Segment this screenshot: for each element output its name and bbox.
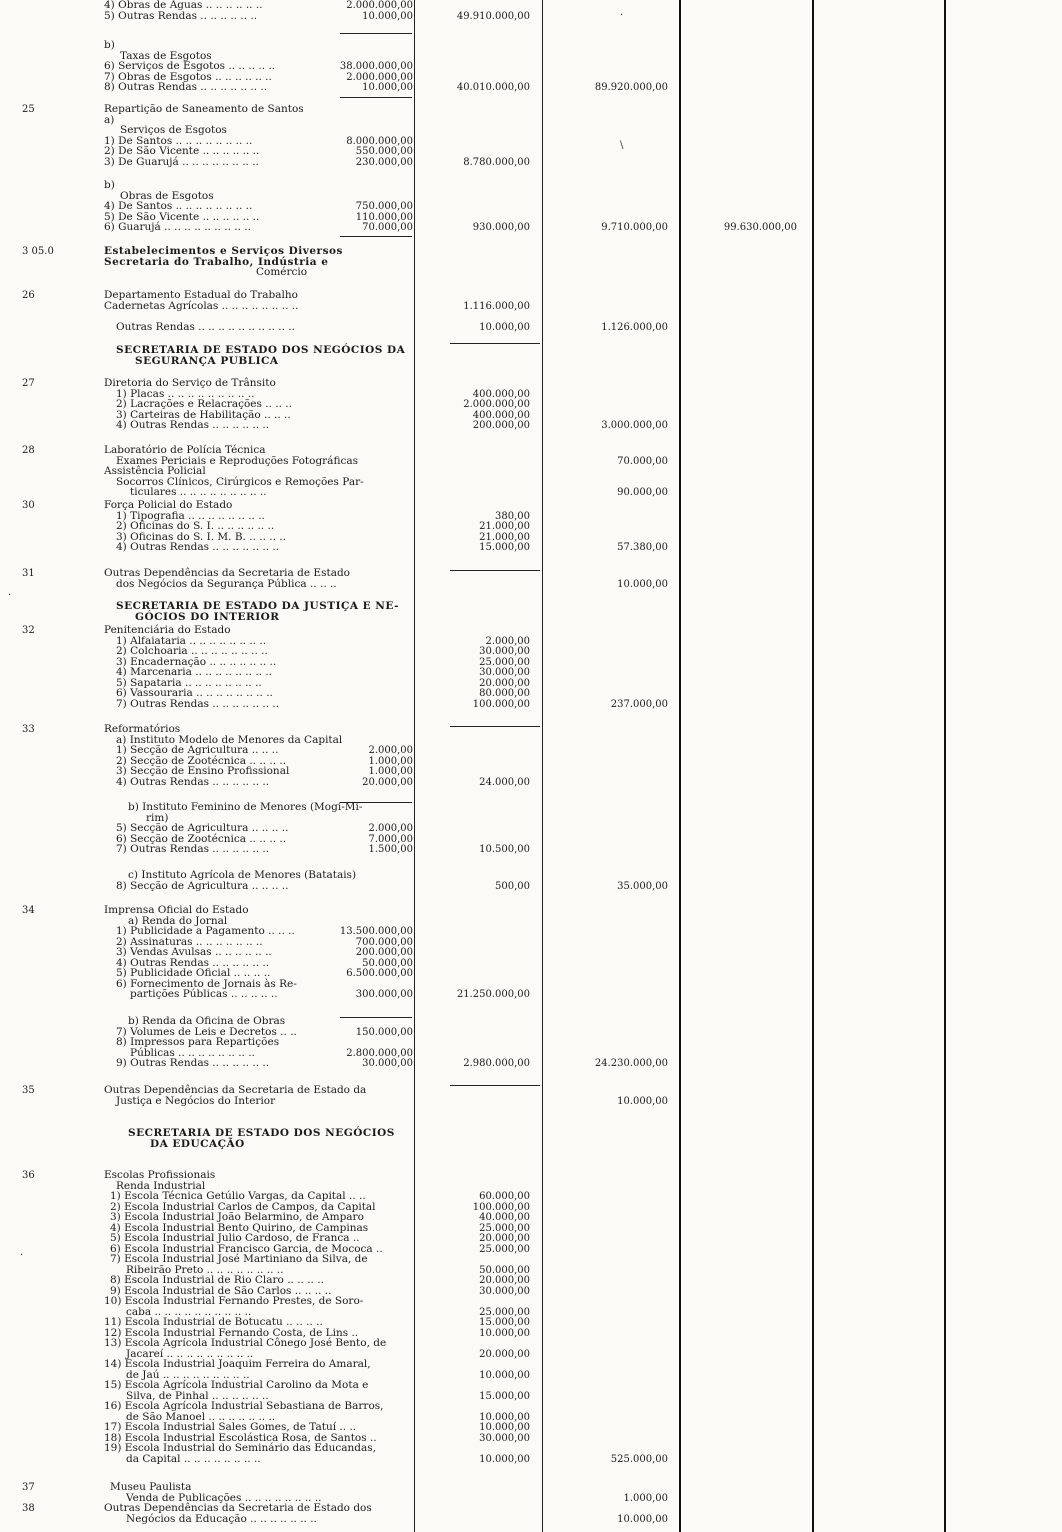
item-label: 5) Outras Rendas .. .. .. .. .. ..: [104, 9, 258, 22]
item-label: 8) Outras Rendas .. .. .. .. .. .. ..: [104, 81, 268, 93]
section-total: 70.000,00: [617, 455, 668, 467]
item-label: 5) De São Vicente .. .. .. .. .. ..: [104, 210, 260, 223]
item-code: 36: [22, 1170, 35, 1181]
item-label: Força Policial do Estado: [104, 499, 233, 511]
item-code: 25: [22, 104, 35, 115]
scan-mark: ·: [620, 10, 624, 21]
sub-value: 110.000,00: [355, 211, 413, 223]
item-code: 35: [22, 1085, 35, 1096]
sub-value: 10.000,00: [362, 82, 413, 93]
item-code: 30: [22, 500, 35, 511]
ledger-entry: [0, 345, 1062, 370]
item-label: de São Manoel .. .. .. .. .. .. ..: [126, 1410, 276, 1423]
partial-total: 15.000,00: [479, 1390, 530, 1402]
ledger-entry: [0, 40, 1062, 97]
item-label: partições Públicas .. .. .. .. ..: [130, 988, 278, 1000]
item-label: Outras Dependências da Secretaria de Estado dos: [104, 1502, 372, 1514]
item-label: 10) Escola Industrial Fernando Prestes, de Soro-: [104, 1295, 364, 1307]
item-label: 3) De Guarujá .. .. .. .. .. .. .. ..: [104, 155, 259, 168]
item-label: Outras Dependências da Secretaria de Estado: [104, 567, 350, 579]
item-code: 3 05.0: [22, 246, 54, 257]
partial-total: 200.000,00: [472, 420, 530, 431]
item-label: 2) Escola Industrial Carlos de Campos, da Capital: [110, 1200, 376, 1213]
item-code: 26: [22, 290, 35, 301]
sub-value: 70.000,00: [362, 222, 413, 233]
partial-total: 21.000,00: [479, 531, 530, 543]
item-label: Escolas Profissionais: [104, 1169, 216, 1181]
partial-total: 2.000.000,00: [463, 399, 530, 410]
item-label: 4) Marcenaria .. .. .. .. .. .. .. ..: [116, 666, 273, 678]
item-code: 27: [22, 378, 35, 389]
item-label: 1) Escola Técnica Getúlio Vargas, da Capital .. ..: [110, 1190, 366, 1202]
partial-total: 500,00: [495, 880, 530, 892]
item-label: Jacareí .. .. .. .. .. .. .. .. ..: [126, 1347, 254, 1360]
item-label: Obras de Esgotos: [120, 189, 214, 202]
item-label: 4) Outras Rendas .. .. .. .. .. ..: [116, 775, 270, 788]
ledger-entry: [0, 378, 1062, 435]
item-label: 13) Escola Agrícola Industrial Cônego José Bento, de: [104, 1337, 387, 1349]
item-label: Justiça e Negócios do Interior: [116, 1094, 276, 1107]
sum-rule: [340, 97, 412, 98]
section-heading: SECRETARIA DE ESTADO DOS NEGÓCIOS DA: [116, 344, 406, 356]
item-label: 12) Escola Industrial Fernando Costa, de Lins ..: [104, 1326, 359, 1339]
sub-value: 10.000,00: [362, 10, 413, 22]
item-label: c) Instituto Agrícola de Menores (Batatais): [128, 869, 357, 881]
ledger-entry: [0, 500, 1062, 557]
item-label: 6) Serviços de Esgotos .. .. .. .. ..: [104, 60, 276, 72]
partial-total: 2.000,00: [485, 635, 530, 647]
item-label: 6) Fornecimento de Jornais às Re-: [116, 977, 297, 990]
item-label: 6) Guarujá .. .. .. .. .. .. .. .. ..: [104, 221, 251, 233]
item-code: 31: [22, 568, 35, 579]
sum-rule: [450, 343, 540, 344]
item-label: Outras Rendas .. .. .. .. .. .. .. .. .. ..: [116, 320, 295, 333]
partial-total: 100.000,00: [472, 698, 530, 710]
sub-value: 200.000,00: [355, 947, 413, 958]
ledger-entry: [0, 0, 1062, 25]
partial-total: 20.000,00: [479, 1348, 530, 1360]
ledger-entry: [0, 290, 1062, 336]
item-label: 7) Outras Rendas .. .. .. .. .. .. ..: [116, 697, 280, 710]
item-label: 16) Escola Agrícola Industrial Sebastiana de Barros,: [104, 1400, 384, 1412]
ledger-entry: [0, 1170, 1062, 1468]
item-label: Diretoria do Serviço de Trânsito: [104, 377, 276, 389]
section-total: 10.000,00: [617, 578, 668, 590]
item-label: Ribeirão Preto .. .. .. .. .. .. .. ..: [126, 1263, 284, 1276]
item-label: Públicas .. .. .. .. .. .. .. ..: [130, 1046, 255, 1059]
partial-total: 30.000,00: [479, 646, 530, 657]
item-label: Cadernetas Agrícolas .. .. .. .. .. .. .. ..: [104, 299, 299, 312]
section-total: 1.000,00: [623, 1492, 668, 1504]
partial-total: 30.000,00: [479, 1285, 530, 1297]
partial-total: 25.000,00: [479, 1306, 530, 1318]
sub-value: 550.000,00: [355, 146, 413, 157]
item-label: Museu Paulista: [110, 1481, 192, 1493]
partial-total: 21.250.000,00: [456, 989, 530, 1000]
sub-value: 7.000,00: [368, 833, 413, 845]
partial-total: 400.000,00: [472, 388, 530, 400]
item-label: 4) Outras Rendas .. .. .. .. .. ..: [116, 419, 270, 431]
sub-value: 38.000.000,00: [339, 61, 413, 72]
item-label: Renda Industrial: [116, 1179, 206, 1192]
partial-total: 930.000,00: [472, 222, 530, 233]
sub-value: 2.000,00: [368, 823, 413, 834]
partial-total: 1.116.000,00: [463, 300, 530, 312]
sub-value: 230.000,00: [355, 156, 413, 168]
item-label: rim): [146, 811, 169, 824]
partial-total: 40.000,00: [479, 1212, 530, 1223]
item-label: da Capital .. .. .. .. .. .. .. ..: [126, 1452, 261, 1465]
partial-total: 10.000,00: [479, 1369, 530, 1381]
item-label: a) Instituto Modelo de Menores da Capital: [116, 733, 343, 746]
partial-total: 20.000,00: [479, 677, 530, 689]
item-label: 15) Escola Agrícola Industrial Carolino da Mota e: [104, 1379, 369, 1391]
section-total: 35.000,00: [617, 880, 668, 892]
item-label: 3) Vendas Avulsas .. .. .. .. .. ..: [116, 946, 272, 958]
item-label: 8) Secção de Agricultura .. .. .. ..: [116, 879, 289, 892]
section-total: 10.000,00: [617, 1095, 668, 1107]
partial-total: 25.000,00: [479, 1222, 530, 1234]
item-label: 6) Secção de Zootécnica .. .. .. ..: [116, 832, 287, 845]
partial-total: 10.000,00: [479, 1453, 530, 1465]
partial-total: 15.000,00: [479, 542, 530, 553]
section-heading: SECRETARIA DE ESTADO DA JUSTIÇA E NE-: [116, 600, 399, 612]
item-label: 3) Encadernação .. .. .. .. .. .. ..: [116, 655, 277, 668]
sub-value: 6.500.000,00: [346, 968, 413, 979]
partial-total: 2.980.000,00: [463, 1058, 530, 1069]
partial-total: 50.000,00: [479, 1264, 530, 1276]
item-label: 3) Oficinas do S. I. M. B. .. .. .. ..: [116, 530, 286, 543]
item-label: b): [104, 39, 115, 51]
item-label: 18) Escola Industrial Escolástica Rosa, de Santos ..: [104, 1431, 377, 1444]
item-label: a) Renda do Jornal: [128, 914, 228, 927]
ledger-entry: [0, 870, 1062, 895]
ledger-entry: [0, 246, 1062, 282]
ledger-entry: [0, 802, 1062, 859]
item-label: 7) Outras Rendas .. .. .. .. .. ..: [116, 843, 270, 855]
item-label: a): [104, 113, 115, 126]
section-total: 9.710.000,00: [601, 222, 668, 233]
item-label: 8) Impressos para Repartições: [116, 1036, 280, 1048]
group-total: 99.630.000,00: [723, 222, 797, 233]
item-label: 5) Publicidade Oficial .. .. .. ..: [116, 967, 271, 979]
item-label: 3) Escola Industrial João Belarmino, de Amparo: [110, 1211, 364, 1223]
item-label: 2) Secção de Zootécnica .. .. .. ..: [116, 754, 287, 767]
ledger-entry: [0, 180, 1062, 237]
item-label: 1) Publicidade a Pagamento .. .. ..: [116, 925, 295, 937]
item-label: Exames Periciais e Reproduções Fotográficas: [116, 454, 358, 467]
section-total: 525.000,00: [610, 1453, 668, 1465]
item-label: Negócios da Educação .. .. .. .. .. .. ..: [126, 1512, 317, 1525]
ledger-entry: [0, 104, 1062, 171]
partial-total: 60.000,00: [479, 1191, 530, 1202]
item-label: 1) Secção de Agricultura .. .. ..: [116, 744, 279, 756]
item-label: 1) De Santos .. .. .. .. .. .. .. ..: [104, 134, 253, 147]
item-label: 14) Escola Industrial Joaquim Ferreira do Amaral,: [104, 1358, 371, 1370]
item-label: 5) Escola Industrial Julio Cardoso, de Franca ..: [110, 1232, 360, 1244]
partial-total: 21.000,00: [479, 521, 530, 532]
item-code: 37: [22, 1482, 35, 1493]
item-label: caba .. .. .. .. .. .. .. .. .. ..: [126, 1305, 252, 1318]
item-label: 1) Alfaiataria .. .. .. .. .. .. .. ..: [116, 634, 267, 647]
section-total: 237.000,00: [610, 698, 668, 710]
item-label: Penitenciária do Estado: [104, 624, 231, 636]
item-label: 9) Escola Industrial de São Carlos .. .. .. ..: [110, 1284, 332, 1297]
item-label: 7) Obras de Esgotos .. .. .. .. .. ..: [104, 70, 272, 83]
item-label: 19) Escola Industrial do Seminário das Educandas,: [104, 1442, 376, 1454]
item-label: b) Renda da Oficina de Obras: [128, 1015, 286, 1027]
partial-total: 49.910.000,00: [456, 10, 530, 22]
sub-value: 2.000,00: [368, 745, 413, 756]
item-label: 1) Tipografia .. .. .. .. .. .. .. ..: [116, 509, 265, 522]
partial-total: 20.000,00: [479, 1233, 530, 1244]
sub-value: 2.000.000,00: [346, 0, 413, 11]
scan-mark: ·: [8, 590, 12, 601]
partial-total: 380,00: [495, 510, 530, 522]
item-label: 2) Colchoaria .. .. .. .. .. .. .. ..: [116, 645, 268, 657]
item-label: Departamento Estadual do Trabalho: [104, 289, 298, 301]
item-label: dos Negócios da Segurança Pública .. .. ..: [116, 577, 337, 590]
item-label: 4) Outras Rendas .. .. .. .. .. .. ..: [116, 541, 280, 553]
section-total: 90.000,00: [617, 487, 668, 498]
item-label: 1) Placas .. .. .. .. .. .. .. .. ..: [116, 387, 255, 400]
ledger-entry: [0, 1016, 1062, 1073]
section-total: 10.000,00: [617, 1513, 668, 1525]
section-total: 3.000.000,00: [601, 420, 668, 431]
sub-value: 750.000,00: [355, 201, 413, 212]
item-label: b): [104, 179, 115, 191]
partial-total: 24.000,00: [479, 776, 530, 788]
partial-total: 25.000,00: [479, 1243, 530, 1255]
partial-total: 20.000,00: [479, 1275, 530, 1286]
item-code: 34: [22, 905, 35, 916]
item-label: 11) Escola Industrial de Botucatu .. .. .. ..: [104, 1316, 323, 1328]
partial-total: 40.010.000,00: [456, 82, 530, 93]
scan-mark: \: [620, 140, 624, 151]
partial-total: 25.000,00: [479, 656, 530, 668]
ledger-entry: [0, 625, 1062, 713]
item-label: b) Instituto Feminino de Menores (Mogi-Mi-: [128, 801, 363, 813]
section-total: 57.380,00: [617, 542, 668, 553]
section-heading: DA EDUCAÇÃO: [150, 1137, 245, 1150]
partial-total: 10.500,00: [479, 844, 530, 855]
sub-value: 1.500,00: [368, 844, 413, 855]
ledger-entry: [0, 724, 1062, 791]
sub-value: 2.000.000,00: [346, 71, 413, 83]
ledger-entry: [0, 1128, 1062, 1153]
sub-value: 30.000,00: [362, 1058, 413, 1069]
item-label: 6) Vassouraria .. .. .. .. .. .. .. ..: [116, 687, 273, 699]
item-label: Outras Dependências da Secretaria de Estado da: [104, 1084, 367, 1096]
sub-value: 2.800.000,00: [346, 1047, 413, 1059]
partial-total: 8.780.000,00: [463, 156, 530, 168]
item-label: ticulares .. .. .. .. .. .. .. .. ..: [130, 486, 267, 498]
item-label: Reformatórios: [104, 723, 181, 735]
ledger-entry: [0, 568, 1062, 593]
sum-rule: [340, 33, 412, 34]
section-heading: SECRETARIA DE ESTADO DOS NEGÓCIOS: [128, 1127, 395, 1139]
item-label: Secretaria do Trabalho, Indústria e: [104, 255, 329, 268]
item-label: Serviços de Esgotos: [120, 124, 227, 136]
item-label: 2) Assinaturas .. .. .. .. .. .. ..: [116, 935, 263, 948]
item-label: 4) De Santos .. .. .. .. .. .. .. ..: [104, 200, 253, 212]
partial-total: 10.000,00: [479, 1327, 530, 1339]
ledger-entry: [0, 1085, 1062, 1110]
item-code: 38: [22, 1503, 35, 1514]
item-label: 3) Secção de Ensino Profissional: [116, 765, 290, 777]
sub-value: 20.000,00: [362, 776, 413, 788]
item-label: Imprensa Oficial do Estado: [104, 904, 249, 916]
item-label: 4) Outras Rendas .. .. .. .. .. ..: [116, 956, 270, 969]
partial-total: 30.000,00: [479, 1432, 530, 1444]
item-label: Socorros Clínicos, Cirúrgicos e Remoções Par-: [116, 475, 364, 488]
item-label: 7) Escola Industrial José Martiniano da Silva, de: [110, 1253, 368, 1265]
section-total: 24.230.000,00: [594, 1058, 668, 1069]
section-heading: GÓCIOS DO INTERIOR: [135, 610, 280, 623]
ledger-entry: [0, 1503, 1062, 1528]
partial-total: 30.000,00: [479, 667, 530, 678]
item-label: 7) Volumes de Leis e Decretos .. ..: [116, 1025, 297, 1038]
item-label: Venda de Publicações .. .. .. .. .. .. .. ..: [126, 1491, 322, 1504]
item-label: 6) Escola Industrial Francisco Garcia, de Mococa ..: [110, 1242, 383, 1255]
partial-total: 10.000,00: [479, 321, 530, 333]
item-label: 5) Sapataria .. .. .. .. .. .. .. ..: [116, 676, 262, 689]
sub-value: 300.000,00: [355, 989, 413, 1000]
item-label: 4) Escola Industrial Bento Quirino, de Campinas: [110, 1221, 369, 1234]
item-code: 33: [22, 724, 35, 735]
section-heading: SEGURANÇA PUBLICA: [135, 354, 279, 367]
item-label: Laboratório de Polícia Técnica: [104, 444, 266, 456]
item-label: de Jaú .. .. .. .. .. .. .. .. ..: [126, 1368, 250, 1381]
item-code: 28: [22, 445, 35, 456]
section-total: 1.126.000,00: [601, 321, 668, 333]
partial-total: 400.000,00: [472, 409, 530, 421]
item-label: Repartição de Saneamento de Santos: [104, 103, 304, 115]
partial-total: 10.000,00: [479, 1411, 530, 1423]
section-total: 89.920.000,00: [594, 82, 668, 93]
ledger-entry: [0, 601, 1062, 626]
sub-value: 1.000,00: [368, 766, 413, 777]
item-code: 32: [22, 625, 35, 636]
sub-value: 8.000.000,00: [346, 135, 413, 147]
item-label: 2) Lacrações e Relacrações .. .. ..: [116, 398, 292, 410]
item-label: Comércio: [256, 266, 308, 278]
item-label: 2) Oficinas do S. I. .. .. .. .. .. ..: [116, 520, 275, 532]
sub-value: 13.500.000,00: [339, 926, 413, 937]
item-label: 2) De São Vicente .. .. .. .. .. ..: [104, 145, 260, 157]
item-label: 17) Escola Industrial Sales Gomes, de Tatuí .. ..: [104, 1421, 357, 1433]
sub-value: 700.000,00: [355, 936, 413, 948]
ledger-entry: [0, 445, 1062, 502]
item-label: Silva, de Pinhal .. .. .. .. .. ..: [126, 1389, 269, 1402]
partial-total: 100.000,00: [472, 1201, 530, 1213]
scan-mark: ·: [20, 1250, 24, 1261]
partial-total: 80.000,00: [479, 688, 530, 699]
item-label: 8) Escola Industrial de Rio Claro .. .. .. ..: [110, 1274, 324, 1286]
item-label: 4) Obras de Aguas .. .. .. .. .. ..: [104, 0, 263, 11]
item-label: Estabelecimentos e Serviços Diversos: [104, 245, 343, 257]
item-label: 5) Secção de Agricultura .. .. .. ..: [116, 822, 289, 834]
sub-value: 1.000,00: [368, 755, 413, 767]
sub-value: 50.000,00: [362, 957, 413, 969]
item-label: Taxas de Esgotos: [120, 49, 212, 62]
ledger-entry: [0, 905, 1062, 1004]
item-label: 3) Carteiras de Habilitação .. .. ..: [116, 408, 291, 421]
item-label: 9) Outras Rendas .. .. .. .. .. ..: [116, 1057, 270, 1069]
partial-total: 15.000,00: [479, 1317, 530, 1328]
sub-value: 150.000,00: [355, 1026, 413, 1038]
item-label: Assistência Policial: [104, 465, 206, 477]
partial-total: 10.000,00: [479, 1422, 530, 1433]
